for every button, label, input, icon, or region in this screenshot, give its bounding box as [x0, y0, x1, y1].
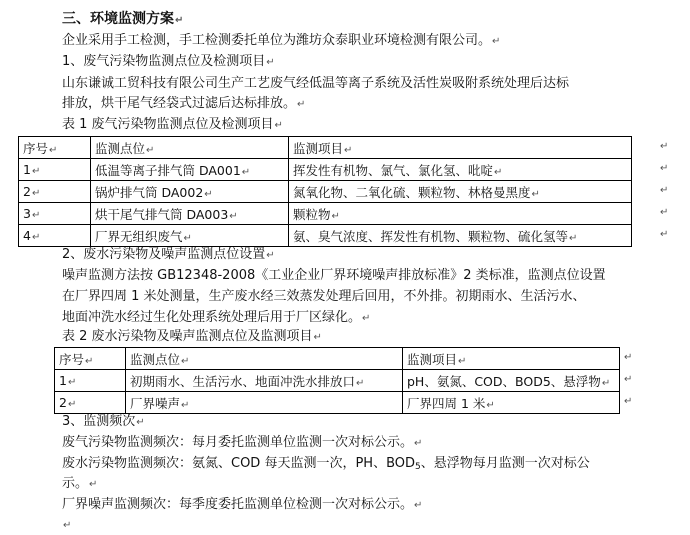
table-cell: 厂界噪声↵: [126, 392, 403, 414]
table-cell: 颗粒物↵: [289, 203, 632, 225]
section-1-paragraph-line-2: 排放，烘干尾气经袋式过滤后达标排放。↵: [62, 96, 306, 111]
header-cell: 监测点位↵: [91, 137, 289, 159]
table-row: [19, 225, 632, 247]
subscript-5: 5: [415, 462, 421, 472]
header-cell: 监测项目↵: [403, 348, 620, 370]
row-end-mark: ↵: [660, 207, 669, 218]
header-cell: 监测项目↵: [289, 137, 632, 159]
table-header-row: [19, 137, 632, 159]
table-cell: 4↵: [19, 225, 91, 247]
table-2: [54, 347, 620, 414]
table-cell: 2↵: [19, 181, 91, 203]
table-cell: 3↵: [19, 203, 91, 225]
table-cell: 初期雨水、生活污水、地面冲洗水排放口↵: [126, 370, 403, 392]
section-2-heading: 2、废水污染物及噪声监测点位设置↵: [62, 247, 275, 262]
section-1-heading: 1、废气污染物监测点位及检测项目↵: [62, 54, 275, 69]
table-1: [18, 136, 632, 247]
row-end-mark: ↵: [660, 229, 669, 240]
table-cell: 1↵: [55, 370, 126, 392]
table-cell: 氨、臭气浓度、挥发性有机物、颗粒物、硫化氢等↵: [289, 225, 632, 247]
table-cell: 烘干尾气排气筒 DA003↵: [91, 203, 289, 225]
table-row: [19, 159, 632, 181]
row-end-mark: ↵: [660, 185, 669, 196]
table-cell: 氮氧化物、二氧化硫、颗粒物、林格曼黑度↵: [289, 181, 632, 203]
table-row: [19, 181, 632, 203]
empty-paragraph: ↵: [63, 520, 72, 531]
table-cell: 厂界四周 1 米↵: [403, 392, 620, 414]
section-3-heading: 3、监测频次↵: [62, 414, 145, 429]
section-2-paragraph-line-1: 噪声监测方法按 GB12348-2008《工业企业厂界环境噪声排放标准》2 类标准，监测点位设置: [62, 268, 606, 283]
header-cell: 序号↵: [55, 348, 126, 370]
row-end-mark: ↵: [660, 141, 669, 152]
section-1-paragraph-line-1: 山东谦诚工贸科技有限公司生产工艺废气经低温等离子系统及活性炭吸附系统处理后达标: [62, 76, 570, 91]
row-end-mark: ↵: [624, 396, 633, 407]
section-2-paragraph-line-3: 地面冲洗水经过生化处理系统处理后用于厂区绿化。↵: [62, 310, 371, 325]
row-end-mark: ↵: [624, 374, 633, 385]
table-cell: 2↵: [55, 392, 126, 414]
table-2-caption: 表 2 废水污染物及噪声监测点位及监测项目↵: [62, 329, 322, 344]
table-cell: 低温等离子排气筒 DA001↵: [91, 159, 289, 181]
row-end-mark: ↵: [624, 352, 633, 363]
section-title: 三、环境监测方案↵: [62, 11, 184, 27]
table-cell: 挥发性有机物、氯气、氯化氢、吡啶↵: [289, 159, 632, 181]
frequency-line-2-cont: 示。↵: [62, 476, 98, 491]
table-cell: 1↵: [19, 159, 91, 181]
table-row: [55, 392, 620, 414]
table-cell: 厂界无组织废气↵: [91, 225, 289, 247]
frequency-line-3: 厂界噪声监测频次：每季度委托监测单位检测一次对标公示。↵: [62, 497, 423, 512]
table-row: [19, 203, 632, 225]
header-cell: 监测点位↵: [126, 348, 403, 370]
table-header-row: [55, 348, 620, 370]
frequency-line-1: 废气污染物监测频次：每月委托监测单位监测一次对标公示。↵: [62, 435, 423, 450]
section-2-paragraph-line-2: 在厂界四周 1 米处测量，生产废水经三效蒸发处理后回用，不外排。初期雨水、生活污水、: [62, 289, 586, 304]
row-end-mark: ↵: [660, 163, 669, 174]
table-row: [55, 370, 620, 392]
intro-paragraph: 企业采用手工检测，手工检测委托单位为潍坊众泰职业环境检测有限公司。↵: [62, 33, 501, 48]
frequency-line-2: 废水污染物监测频次：氨氮、COD 每天监测一次，PH、$BOD_5$、悬浮物每月监测一次对标公: [62, 456, 590, 472]
table-1-caption: 表 1 废气污染物监测点位及检测项目↵: [62, 117, 283, 132]
table-cell: 锅炉排气筒 DA002↵: [91, 181, 289, 203]
header-cell: 序号↵: [19, 137, 91, 159]
table-cell: pH、氨氮、COD、BOD5、悬浮物↵: [403, 370, 620, 392]
